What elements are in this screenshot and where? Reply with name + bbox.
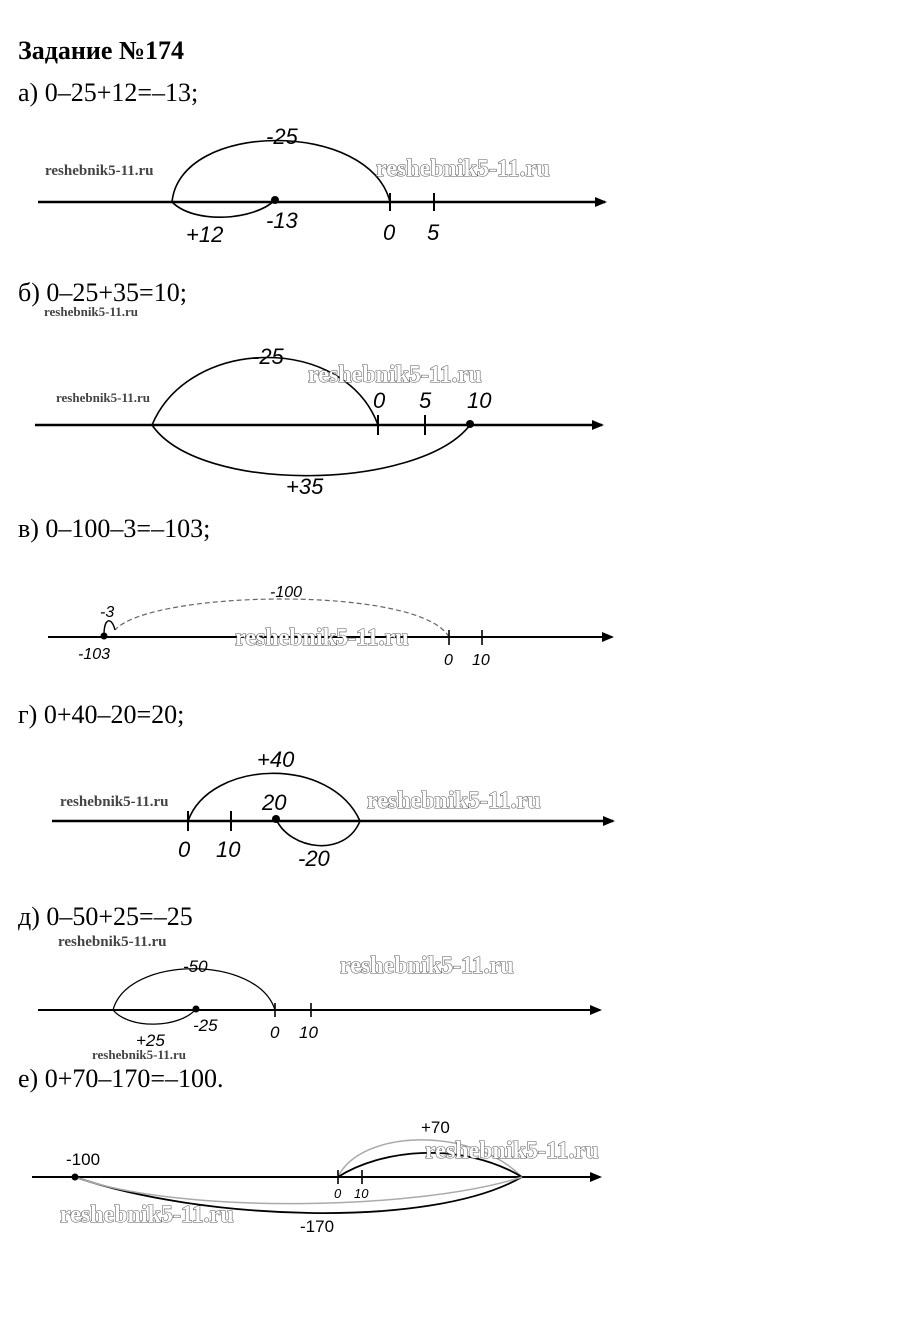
tick-label-0: 0 xyxy=(270,1023,280,1042)
equation-a: а) 0–25+12=–13; xyxy=(18,78,199,107)
number-line-v xyxy=(48,584,612,669)
watermark: reshebnik5-11.ru xyxy=(367,788,541,814)
tick-label-10: 10 xyxy=(354,1186,369,1201)
arc-label-minus: -50 xyxy=(183,957,208,976)
arc-plus xyxy=(113,1009,196,1024)
watermark: reshebnik5-11.ru xyxy=(45,163,154,179)
watermark: reshebnik5-11.ru xyxy=(425,1138,599,1164)
point-label: 20 xyxy=(262,790,287,815)
number-line-a xyxy=(38,124,605,247)
arc-label-plus: +40 xyxy=(257,747,295,772)
arc-label-small: -3 xyxy=(100,604,115,621)
tick-label-0: 0 xyxy=(373,388,386,413)
arc-label-minus: -20 xyxy=(298,846,330,871)
arc-label-minus: -100 xyxy=(270,584,303,601)
tick-label-0: 0 xyxy=(334,1186,342,1201)
watermark: reshebnik5-11.ru xyxy=(340,953,514,979)
arc-plus xyxy=(152,425,470,476)
arc-minus xyxy=(172,141,390,203)
page-title: Задание №174 xyxy=(18,36,185,65)
equation-b: б) 0–25+35=10; xyxy=(18,278,187,307)
watermark: reshebnik5-11.ru xyxy=(308,362,482,388)
watermark: reshebnik5-11.ru xyxy=(60,1202,234,1228)
number-line-d xyxy=(38,934,600,1062)
tick-label-10: 10 xyxy=(299,1023,318,1042)
watermark: reshebnik5-11.ru xyxy=(92,1047,187,1062)
point-label: -103 xyxy=(78,646,111,663)
result-point xyxy=(271,196,279,204)
equation-v: в) 0–100–3=–103; xyxy=(18,514,211,543)
watermark: reshebnik5-11.ru xyxy=(235,625,409,651)
arc-minus xyxy=(276,819,360,846)
point-label: -25 xyxy=(193,1016,218,1035)
watermark: reshebnik5-11.ru xyxy=(376,156,550,182)
point-label: -13 xyxy=(266,208,298,233)
tick-label-0: 0 xyxy=(444,652,453,669)
number-line-e xyxy=(32,1118,600,1236)
tick-label-0: 0 xyxy=(383,220,396,245)
result-point xyxy=(193,1006,200,1013)
watermark: reshebnik5-11.ru xyxy=(44,304,139,319)
arc-minus-light xyxy=(75,1177,522,1204)
equation-e: е) 0+70–170=–100. xyxy=(18,1064,224,1093)
result-point xyxy=(72,1174,79,1181)
watermark: reshebnik5-11.ru xyxy=(60,794,169,810)
result-point xyxy=(272,815,280,823)
arc-small xyxy=(104,621,115,635)
tick-label-5: 5 xyxy=(419,388,432,413)
arc-label-plus: +12 xyxy=(186,222,224,247)
watermark: reshebnik5-11.ru xyxy=(56,390,151,405)
tick-label-10: 10 xyxy=(472,652,490,669)
arc-label-plus: +70 xyxy=(421,1118,450,1137)
number-line-g xyxy=(52,747,613,871)
arc-label-minus: -25 xyxy=(252,344,284,369)
equation-d: д) 0–50+25=–25 xyxy=(18,902,193,931)
equation-g: г) 0+40–20=20; xyxy=(18,700,185,729)
result-point xyxy=(466,420,474,428)
arc-label-minus: -25 xyxy=(266,124,298,149)
point-label: -100 xyxy=(66,1150,101,1169)
arc-label-plus: +35 xyxy=(286,474,324,499)
arc-label-minus: -170 xyxy=(300,1217,335,1236)
tick-label-10: 10 xyxy=(216,837,241,862)
tick-label-0: 0 xyxy=(178,837,191,862)
watermark: reshebnik5-11.ru xyxy=(58,934,167,950)
point-label: 10 xyxy=(467,388,492,413)
result-point xyxy=(101,633,108,640)
number-line-b xyxy=(35,304,602,499)
arc-label-plus: +25 xyxy=(136,1031,165,1050)
tick-label-5: 5 xyxy=(427,220,440,245)
